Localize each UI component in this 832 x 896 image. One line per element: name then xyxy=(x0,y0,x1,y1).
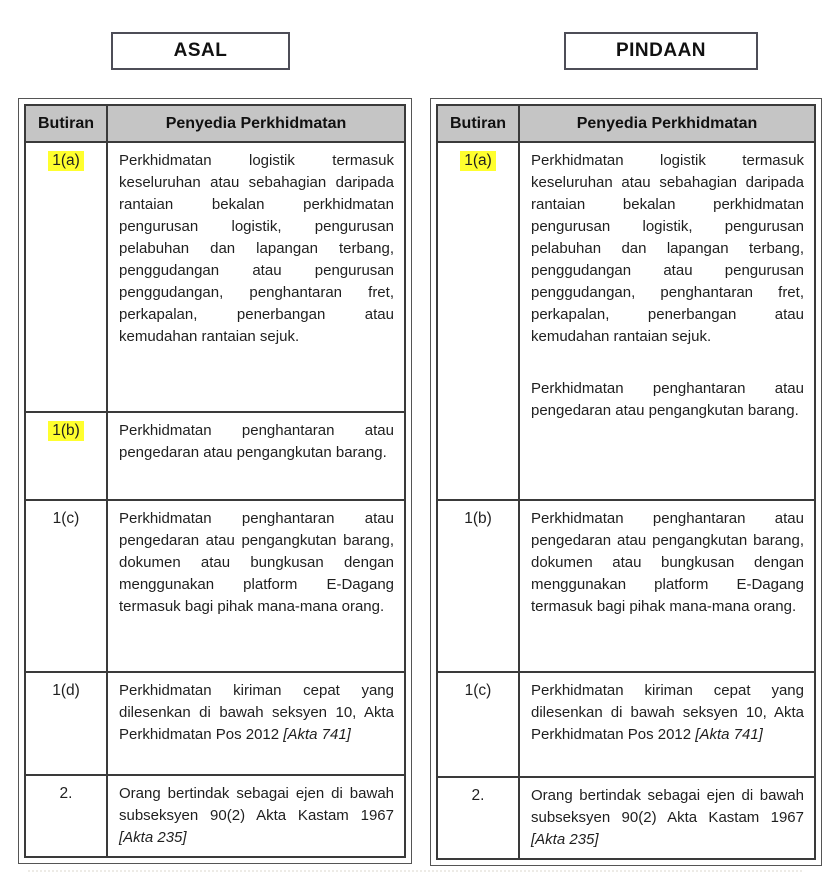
act-reference: [Akta 741] xyxy=(695,726,763,743)
table-pindaan-frame xyxy=(430,98,822,866)
provider-cell xyxy=(519,777,815,859)
item-label: 2. xyxy=(471,787,485,804)
provider-text: Perkhidmatan penghantaran atau pengedaran atau pengangkutan barang, dokumen atau bungkusan dengan menggunakan platform E-Dagang termasuk bagi pihak mana-mana orang. xyxy=(119,510,394,615)
table-row xyxy=(25,672,405,775)
provider-cell xyxy=(519,672,815,777)
provider-text: Perkhidmatan kiriman cepat yang dilesenkan di bawah seksyen 10, Akta Perkhidmatan Pos 2012 [Akta 741] xyxy=(531,682,804,743)
act-reference: [Akta 235] xyxy=(119,829,187,846)
item-label: 2. xyxy=(59,785,73,802)
item-cell xyxy=(437,672,519,777)
tables-row xyxy=(18,98,822,866)
table-asal-frame xyxy=(18,98,412,864)
item-cell xyxy=(437,500,519,672)
column-header-butiran: Butiran xyxy=(25,105,107,142)
provider-text: Perkhidmatan kiriman cepat yang dilesenkan di bawah seksyen 10, Akta Perkhidmatan Pos 2012 [Akta 741] xyxy=(119,682,394,743)
column-header-penyedia-perkhidmatan: Penyedia Perkhidmatan xyxy=(519,105,815,142)
table-row xyxy=(437,672,815,777)
provider-text: Perkhidmatan penghantaran atau pengedaran atau pengangkutan barang, dokumen atau bungkusan dengan menggunakan platform E-Dagang termasuk bagi pihak mana-mana orang. xyxy=(531,510,804,615)
table-asal xyxy=(24,104,406,858)
provider-text: Perkhidmatan logistik termasuk keseluruhan atau sebahagian daripada rantaian bekalan perkhidmatan pengurusan logistik, pengurusan pelabuhan dan lapangan terbang, penggudangan atau pengurusan penggudangan, penghantaran fret, perkapalan, penerbangan atau kemudahan rantaian sejuk. xyxy=(119,152,394,345)
item-label: 1(c) xyxy=(52,510,80,527)
table-row xyxy=(437,777,815,859)
provider-cell xyxy=(107,142,405,412)
item-cell xyxy=(437,142,519,500)
item-cell xyxy=(25,775,107,857)
provider-text: Orang bertindak sebagai ejen di bawah subseksyen 90(2) Akta Kastam 1967 [Akta 235] xyxy=(119,785,394,846)
table-header-row xyxy=(25,105,405,142)
item-label: 1(a) xyxy=(460,151,496,171)
table-header-row xyxy=(437,105,815,142)
item-cell xyxy=(437,777,519,859)
table-row xyxy=(25,500,405,672)
table-pindaan xyxy=(436,104,816,860)
table-row xyxy=(437,500,815,672)
item-label: 1(a) xyxy=(48,151,84,171)
scan-artifact-line xyxy=(28,870,802,872)
provider-text: Perkhidmatan logistik termasuk keseluruhan atau sebahagian daripada rantaian bekalan perkhidmatan pengurusan logistik, pengurusan pelabuhan dan lapangan terbang, penggudangan atau pengurusan penggudangan, penghantaran fret, perkapalan, penerbangan atau kemudahan rantaian sejuk. xyxy=(531,152,804,345)
item-label: 1(c) xyxy=(464,682,492,699)
act-reference: [Akta 235] xyxy=(531,831,599,848)
item-label: 1(b) xyxy=(464,510,492,527)
item-cell xyxy=(25,412,107,500)
item-cell xyxy=(25,500,107,672)
item-label: 1(d) xyxy=(52,682,80,699)
provider-text: Orang bertindak sebagai ejen di bawah subseksyen 90(2) Akta Kastam 1967 [Akta 235] xyxy=(531,787,804,848)
label-asal: ASAL xyxy=(111,32,290,70)
label-pindaan: PINDAAN xyxy=(564,32,758,70)
item-label: 1(b) xyxy=(48,421,84,441)
provider-cell xyxy=(107,775,405,857)
provider-cell xyxy=(107,412,405,500)
provider-cell xyxy=(519,142,815,500)
item-cell xyxy=(25,672,107,775)
provider-text: Perkhidmatan penghantaran atau pengedaran atau pengangkutan barang. xyxy=(119,422,394,461)
provider-cell xyxy=(519,500,815,672)
provider-text: Perkhidmatan penghantaran atau pengedaran atau pengangkutan barang. xyxy=(531,380,804,419)
column-header-butiran: Butiran xyxy=(437,105,519,142)
table-row xyxy=(25,142,405,412)
act-reference: [Akta 741] xyxy=(283,726,351,743)
provider-cell xyxy=(107,500,405,672)
table-row xyxy=(437,142,815,500)
provider-cell xyxy=(107,672,405,775)
column-header-penyedia-perkhidmatan: Penyedia Perkhidmatan xyxy=(107,105,405,142)
table-row xyxy=(25,412,405,500)
table-row xyxy=(25,775,405,857)
item-cell xyxy=(25,142,107,412)
